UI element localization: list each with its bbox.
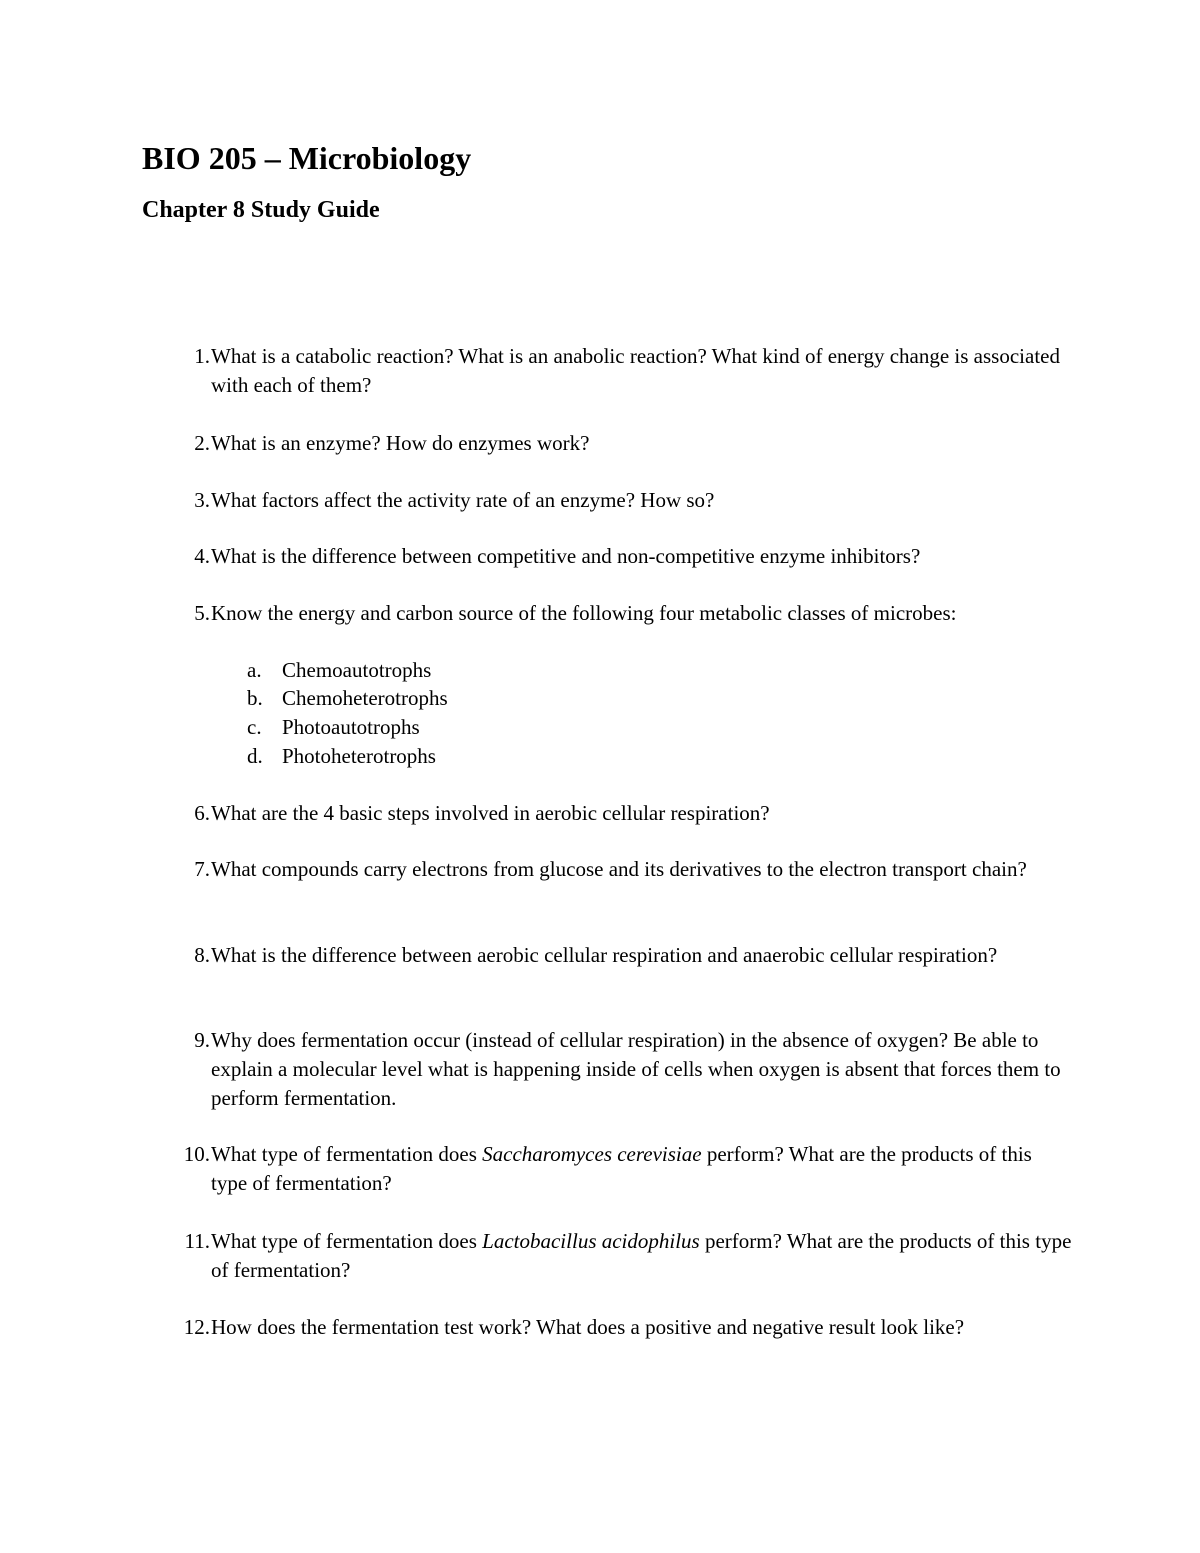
question-item — [142, 1313, 1072, 1342]
question-text: What is the difference between competitive and non-competitive enzyme inhibitors? — [211, 544, 921, 568]
question-item — [142, 486, 1072, 515]
metabolic-class-name: Chemoheterotrophs — [282, 686, 448, 710]
question-item — [142, 941, 1072, 970]
question-number: 1. — [194, 344, 210, 368]
document-subtitle: Chapter 8 Study Guide — [142, 197, 380, 223]
organism-name: Lactobacillus acidophilus — [482, 1229, 700, 1253]
question-item — [142, 599, 1072, 628]
metabolic-class-letter: b. — [247, 686, 263, 710]
question-text: What is the difference between aerobic cellular respiration and anaerobic cellular respiration? — [211, 943, 998, 967]
organism-name: Saccharomyces cerevisiae — [482, 1142, 702, 1166]
question-item — [142, 855, 1072, 884]
question-text: How does the fermentation test work? What does a positive and negative result look like? — [211, 1315, 965, 1339]
question-text: What is an enzyme? How do enzymes work? — [211, 431, 590, 455]
question-text: Know the energy and carbon source of the following four metabolic classes of microbes: — [211, 601, 957, 625]
question-number: 10. — [183, 1142, 210, 1166]
metabolic-class-letter: d. — [247, 744, 263, 768]
question-item — [142, 799, 1072, 828]
question-item — [142, 1227, 1072, 1285]
metabolic-class-name: Photoautotrophs — [282, 715, 420, 739]
question-number: 8. — [194, 943, 210, 967]
question-item — [142, 1026, 1072, 1113]
question-item — [142, 1140, 1072, 1198]
question-text: What is a catabolic reaction? What is an anabolic reaction? What kind of energy change is associated with each of them? — [211, 344, 1060, 397]
question-text: What are the 4 basic steps involved in aerobic cellular respiration? — [211, 801, 770, 825]
question-number: 2. — [194, 431, 210, 455]
question-text: Why does fermentation occur (instead of cellular respiration) in the absence of oxygen? Be able to explain a molecular level what is happening inside of cells when oxygen is absent that forces them to perform fermentation. — [211, 1028, 1061, 1110]
metabolic-class-letter: a. — [247, 658, 262, 682]
question-number: 3. — [194, 488, 210, 512]
question-number: 11. — [184, 1229, 210, 1253]
question-item — [142, 542, 1072, 571]
metabolic-class-name: Photoheterotrophs — [282, 744, 436, 768]
question-number: 9. — [194, 1028, 210, 1052]
question-number: 5. — [194, 601, 210, 625]
metabolic-class-letter: c. — [247, 715, 262, 739]
document-title: BIO 205 – Microbiology — [142, 140, 472, 176]
metabolic-class-name: Chemoautotrophs — [282, 658, 432, 682]
question-number: 12. — [183, 1315, 210, 1339]
question-text: What type of fermentation does Lactobacillus acidophilus perform? What are the products of this type of fermentation? — [211, 1229, 1072, 1282]
question-number: 7. — [194, 857, 210, 881]
question-item — [142, 429, 1072, 458]
question-number: 4. — [194, 544, 210, 568]
question-text: What compounds carry electrons from glucose and its derivatives to the electron transport chain? — [211, 857, 1027, 881]
question-text: What type of fermentation does Saccharomyces cerevisiae perform? What are the products of this type of fermentation? — [211, 1142, 1032, 1195]
question-item — [142, 342, 1072, 400]
question-number: 6. — [194, 801, 210, 825]
question-text: What factors affect the activity rate of an enzyme? How so? — [211, 488, 715, 512]
